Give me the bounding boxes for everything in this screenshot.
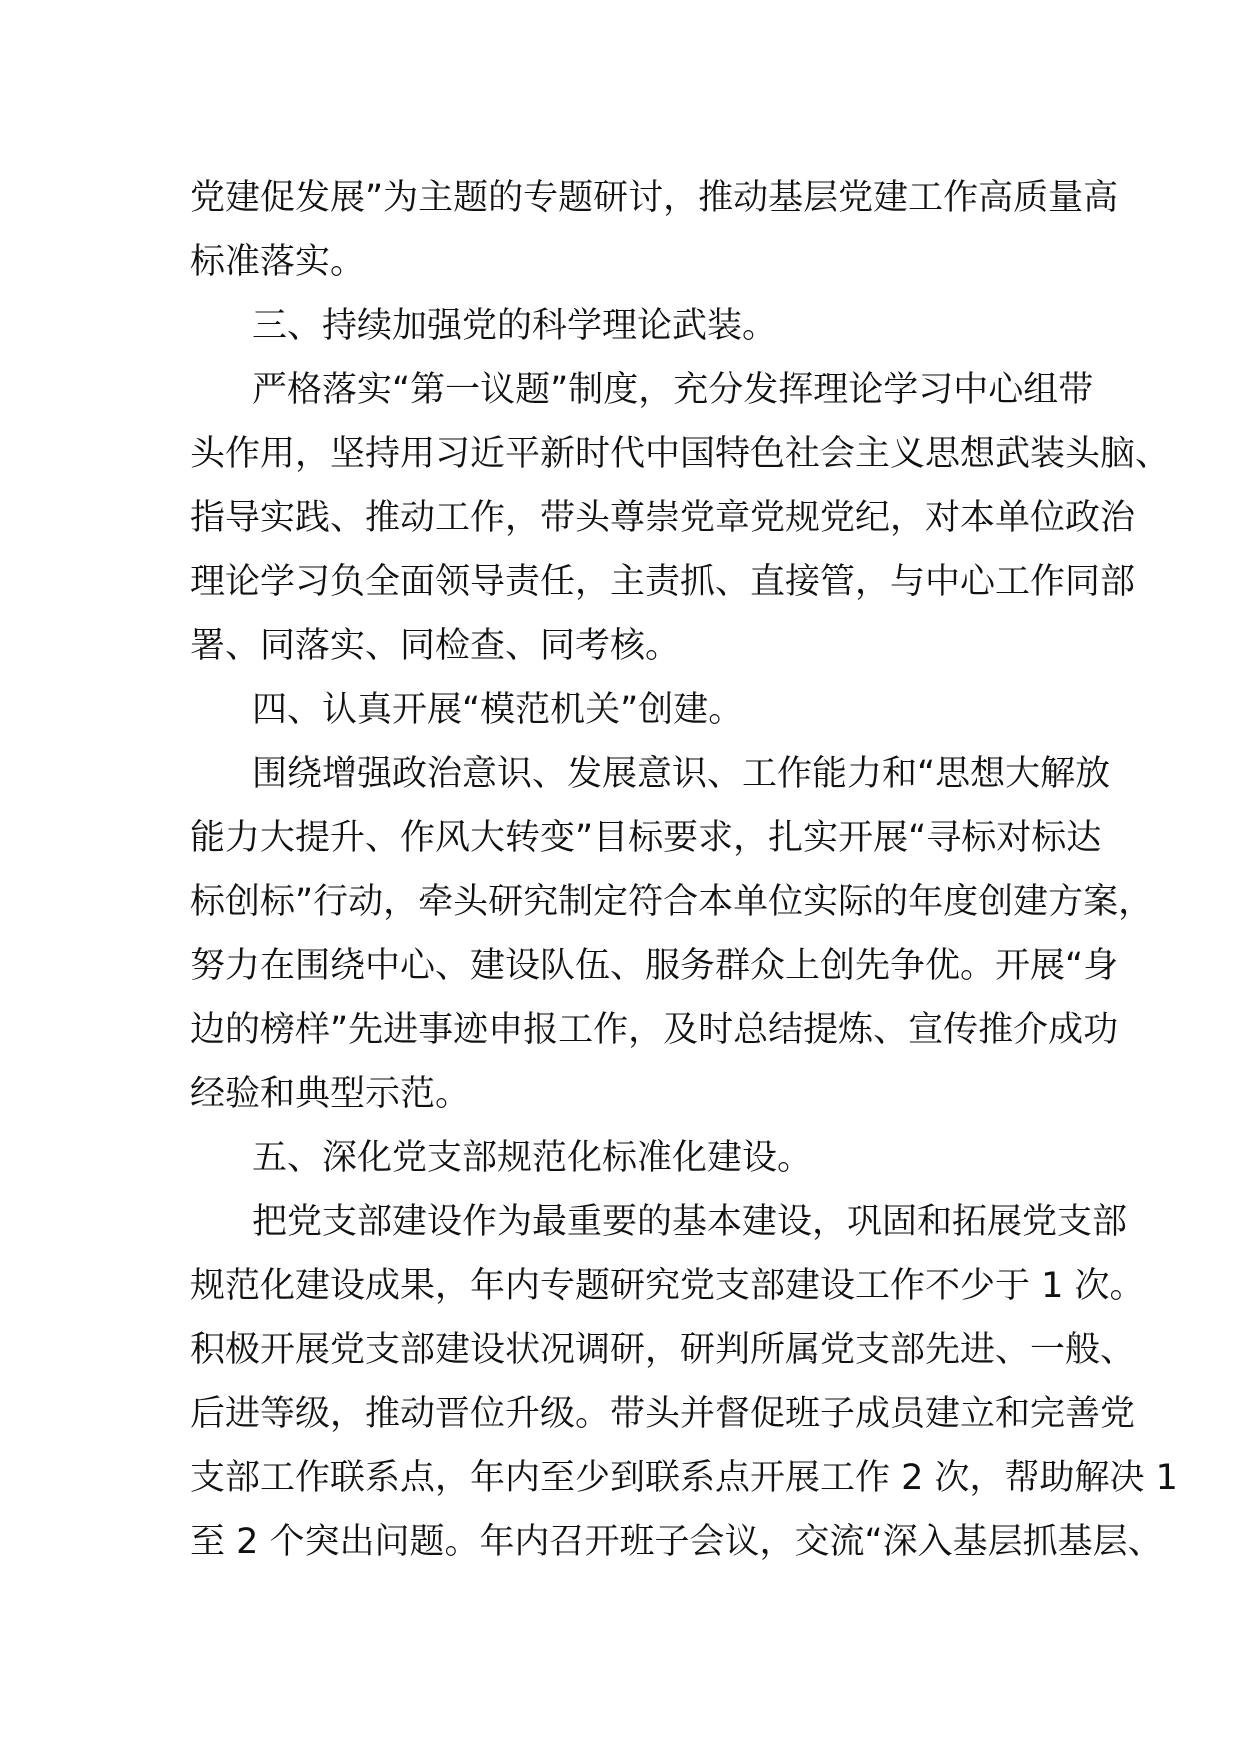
text-line-content: 围绕增强政治意识、发展意识、工作能力和“思想大解放 bbox=[252, 754, 1111, 794]
text-line-content: 指导实践、推动工作，带头尊崇党章党规党纪，对本单位政治 bbox=[190, 498, 1136, 538]
section-heading-text: 五、深化党支部规范化标准化建设。 bbox=[252, 1138, 813, 1178]
text-line-content: 支部工作联系点，年内至少到联系点开展工作 2 次，帮助解决 1 bbox=[190, 1458, 1178, 1498]
text-line-content: 努力在围绕中心、建设队伍、服务群众上创先争优。开展“身 bbox=[190, 946, 1119, 986]
text-line-content: 经验和典型示范。 bbox=[190, 1074, 471, 1114]
text-line-content: 头作用，坚持用习近平新时代中国特色社会主义思想武装头脑、 bbox=[190, 434, 1171, 474]
text-line-content: 党建促发展”为主题的专题研讨，推动基层党建工作高质量高 bbox=[190, 178, 1119, 218]
text-line-content: 理论学习负全面领导责任，主责抓、直接管，与中心工作同部 bbox=[190, 562, 1136, 602]
text-line-content: 至 2 个突出问题。年内召开班子会议，交流“深入基层抓基层、 bbox=[190, 1522, 1163, 1562]
text-line-content: 署、同落实、同检查、同考核。 bbox=[190, 626, 681, 666]
text-line-content: 规范化建设成果，年内专题研究党支部建设工作不少于 1 次。 bbox=[190, 1266, 1145, 1306]
text-line-content: 标准落实。 bbox=[190, 242, 366, 282]
text-line-content: 能力大提升、作风大转变”目标要求，扎实开展“寻标对标达 bbox=[190, 818, 1102, 858]
section-heading-text: 四、认真开展“模范机关”创建。 bbox=[252, 690, 744, 730]
section-heading-text: 三、持续加强党的科学理论武装。 bbox=[252, 306, 778, 346]
text-line-content: 边的榜样”先进事迹申报工作，及时总结提炼、宣传推介成功 bbox=[190, 1010, 1119, 1050]
text-line-content: 把党支部建设作为最重要的基本建设，巩固和拓展党支部 bbox=[252, 1202, 1128, 1242]
text-line-content: 标创标”行动，牵头研究制定符合本单位实际的年度创建方案， bbox=[190, 882, 1154, 922]
text-line-content: 严格落实“第一议题”制度，充分发挥理论学习中心组带 bbox=[252, 370, 1094, 410]
text-line-content: 积极开展党支部建设状况调研，研判所属党支部先进、一般、 bbox=[190, 1330, 1136, 1370]
text-line-content: 后进等级，推动晋位升级。带头并督促班子成员建立和完善党 bbox=[190, 1394, 1136, 1434]
